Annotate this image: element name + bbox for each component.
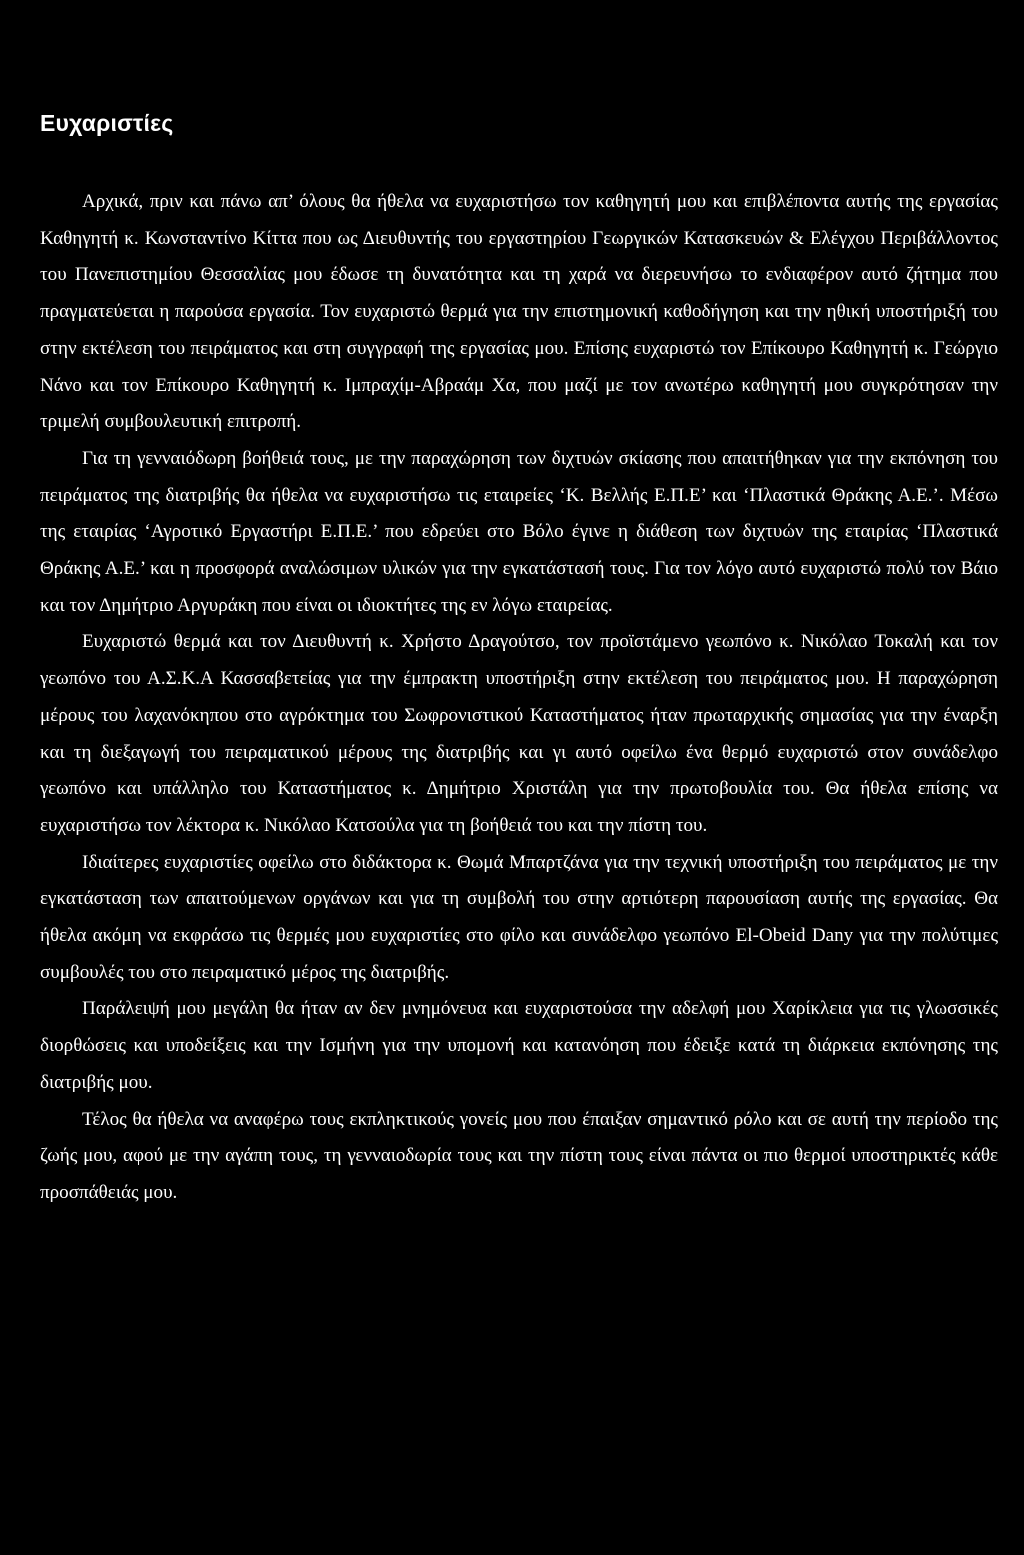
paragraph-technical-support: Ιδιαίτερες ευχαριστίες οφείλω στο διδάκτορα κ. Θωμά Μπαρτζάνα για την τεχνική υποστήριξη του πειράματος με την εγκατάσταση των απαιτούμενων οργάνων και για τη συμβολή του στην αρτιότερη παρουσίαση αυτής της εργασίας. Θα ήθελα ακόμη να εκφράσω τις θερμές μου ευχαριστίες στο φίλο και συνάδελφο γεωπόνο El-Obeid Dany για την πολύτιμες συμβουλές του στο πειραματικό μέρος της διατριβής. xyxy=(40,851,998,983)
paragraph-parents: Τέλος θα ήθελα να αναφέρω τους εκπληκτικούς γονείς μου που έπαιξαν σημαντικό ρόλο και σε αυτή την περίοδο της ζωής μου, αφού με την αγάπη τους, τη γενναιοδωρία τους και την πίστη τους είναι πάντα οι πιο θερμοί υποστηρικτές κάθε προσπάθειάς μου. xyxy=(40,1108,998,1203)
paragraph-supervisors: Αρχικά, πριν και πάνω απ’ όλους θα ήθελα να ευχαριστήσω τον καθηγητή μου και επιβλέποντα αυτής της εργασίας Καθηγητή κ. Κωνσταντίνο Κίττα που ως Διευθυντής του εργαστηρίου Γεωργικών Κατασκευών & Ελέγχου Περιβάλλοντος του Πανεπιστημίου Θεσσαλίας μου έδωσε τη δυνατότητα και τη χαρά να διερευνήσω το ενδιαφέρον αυτό ζήτημα που πραγματεύεται η παρούσα εργασία. Τον ευχαριστώ θερμά για την επιστημονική καθοδήγηση και την ηθική υποστήριξή του στην εκτέλεση του πειράματος και στη συγγραφή της εργασίας μου. Επίσης ευχαριστώ τον Επίκουρο Καθηγητή κ. Γεώργιο Νάνο και τον Επίκουρο Καθηγητή κ. Ιμπραχίμ-Αβραάμ Χα, που μαζί με τον ανωτέρω καθηγητή μου συγκρότησαν την τριμελή συμβουλευτική επιτροπή. xyxy=(40,191,998,433)
section-heading: Ευχαριστίες xyxy=(40,110,174,136)
paragraph-companies: Για τη γενναιόδωρη βοήθειά τους, με την παραχώρηση των διχτυών σκίασης που απαιτήθηκαν για την εκπόνηση του πειράματος της διατριβής θα ήθελα να ευχαριστήσω τις εταιρείες ‘Κ. Βελλής Ε.Π.Ε’ και ‘Πλαστικά Θράκης Α.Ε.’. Μέσω της εταιρίας ‘Αγροτικό Εργαστήρι Ε.Π.Ε.’ που εδρεύει στο Βόλο έγινε η διάθεση των διχτυών της εταιρίας ‘Πλαστικά Θράκης Α.Ε.’ και η προσφορά αναλώσιμων υλικών για την εγκατάστασή τους. Για τον λόγο αυτό ευχαριστώ πολύ τον Βάιο και τον Δημήτριο Αργυράκη που είναι οι ιδιοκτήτες της εν λόγω εταιρείας. xyxy=(40,447,998,616)
paragraph-experiment-support: Ευχαριστώ θερμά και τον Διευθυντή κ. Χρήστο Δραγούτσο, τον προϊστάμενο γεωπόνο κ. Νικόλαο Τοκαλή και τον γεωπόνο του Α.Σ.Κ.Α Κασσαβετείας για την έμπρακτη υποστήριξη στην εκτέλεση του πειράματος μου. Η παραχώρηση μέρους του λαχανόκηπου στο αγρόκτημα του Σωφρονιστικού Καταστήματος ήταν πρωταρχικής σημασίας για την έναρξη και τη διεξαγωγή του πειραματικού μέρους της διατριβής και γι αυτό οφείλω ένα θερμό ευχαριστώ στον συνάδελφο γεωπόνο και υπάλληλο του Καταστήματος κ. Δημήτριο Χριστάλη για την πρωτοβουλία του. Θα ήθελα επίσης να ευχαριστήσω τον λέκτορα κ. Νικόλαο Κατσούλα για τη βοήθειά του και την πίστη του. xyxy=(40,631,998,836)
paragraph-family-thanks: Παράλειψή μου μεγάλη θα ήταν αν δεν μνημόνευα και ευχαριστούσα την αδελφή μου Χαρίκλεια για τις γλωσσικές διορθώσεις και υποδείξεις και την Ισμήνη για την υπομονή και κατανόηση που έδειξε κατά τη διάρκεια εκπόνησης της διατριβής μου. xyxy=(40,998,998,1093)
acknowledgements-body xyxy=(40,184,998,1212)
